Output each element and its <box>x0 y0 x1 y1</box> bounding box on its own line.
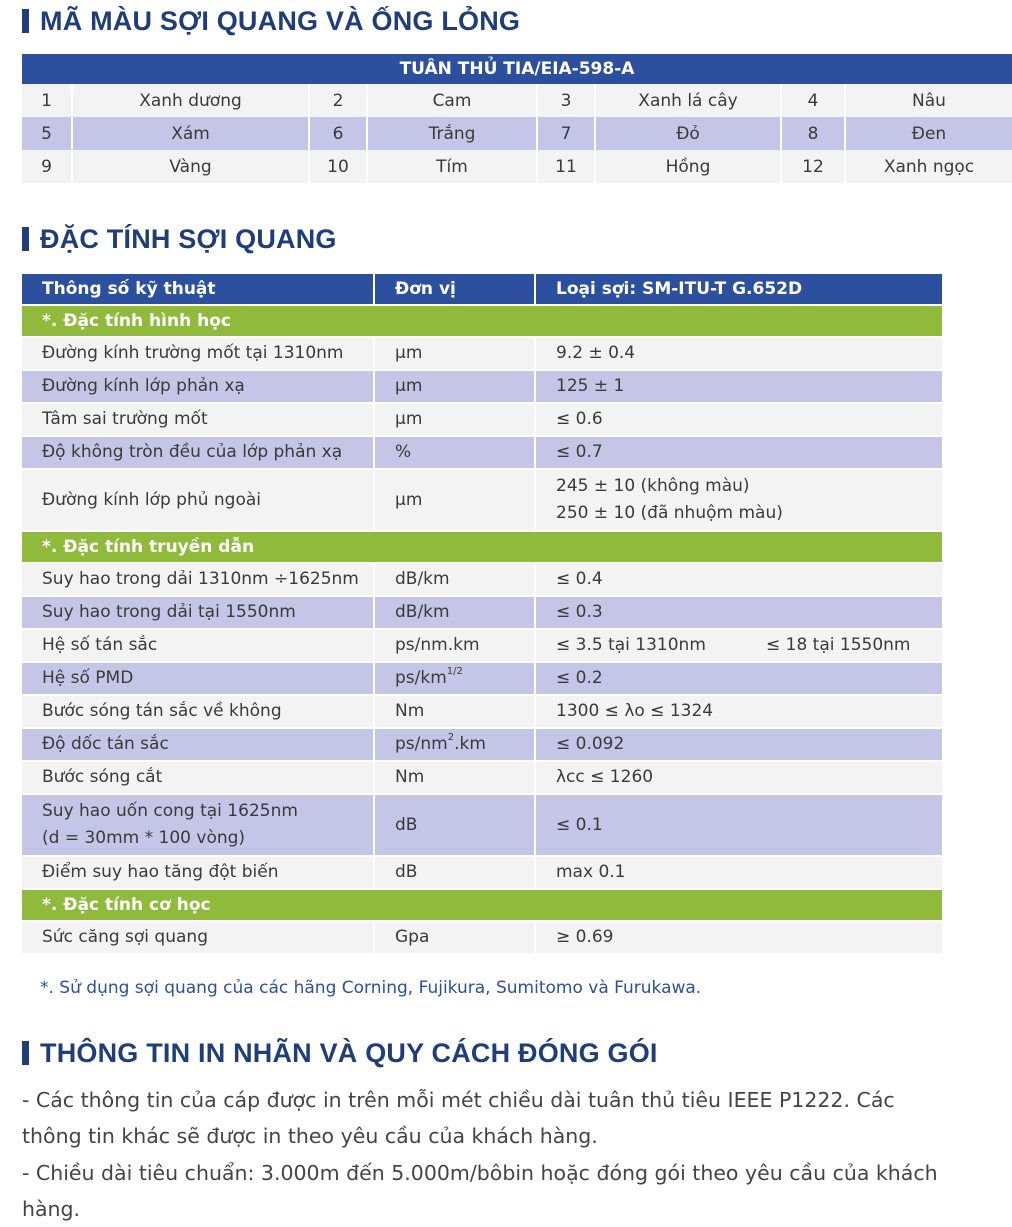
param-cell: Hệ số PMD <box>22 663 375 696</box>
color-name: Đỏ <box>596 117 782 150</box>
color-number: 3 <box>538 84 596 117</box>
table-row <box>22 762 942 795</box>
table-row <box>22 729 942 762</box>
color-name: Đen <box>846 117 1012 150</box>
value-cell: ≤ 0.7 <box>536 437 942 470</box>
unit-cell: µm <box>375 470 536 532</box>
param-cell: Đường kính lớp phản xạ <box>22 371 375 404</box>
unit-cell: ps/nm.km <box>375 630 536 663</box>
color-number: 6 <box>310 117 368 150</box>
param-cell: Độ không tròn đều của lớp phản xạ <box>22 437 375 470</box>
value-cell <box>536 470 942 532</box>
column-header-param: Thông số kỹ thuật <box>22 274 375 306</box>
color-number: 5 <box>22 117 73 150</box>
param-cell <box>22 795 375 857</box>
group-row-mechanical <box>22 890 942 922</box>
table-row <box>22 795 942 857</box>
value-line: 250 ± 10 (đã nhuộm màu) <box>556 503 783 523</box>
table-row <box>22 437 942 470</box>
param-cell: Sức căng sợi quang <box>22 922 375 955</box>
table-row <box>22 663 942 696</box>
param-cell: Điểm suy hao tăng đột biến <box>22 857 375 890</box>
unit-cell: dB <box>375 857 536 890</box>
unit-cell: µm <box>375 338 536 371</box>
param-cell: Suy hao trong dải tại 1550nm <box>22 597 375 630</box>
table-caption: TUÂN THỦ TIA/EIA-598-A <box>22 54 1012 84</box>
group-label: *. Đặc tính hình học <box>22 306 942 338</box>
color-number: 2 <box>310 84 368 117</box>
unit-cell: µm <box>375 404 536 437</box>
param-cell: Độ dốc tán sắc <box>22 729 375 762</box>
fiber-spec-table <box>22 274 942 955</box>
param-cell: Đường kính trường mốt tại 1310nm <box>22 338 375 371</box>
unit-tail: .km <box>454 734 486 754</box>
value-cell: ≤ 0.2 <box>536 663 942 696</box>
param-cell: Bước sóng cắt <box>22 762 375 795</box>
color-number: 11 <box>538 150 596 183</box>
group-row-transmission <box>22 532 942 564</box>
value-cell: max 0.1 <box>536 857 942 890</box>
value-cell: 1300 ≤ λo ≤ 1324 <box>536 696 942 729</box>
unit-cell: dB/km <box>375 564 536 597</box>
section-title: ĐẶC TÍNH SỢI QUANG <box>40 223 337 254</box>
table-row <box>22 84 1012 117</box>
table-row <box>22 117 1012 150</box>
column-header-type: Loại sợi: SM-ITU-T G.652D <box>536 274 942 306</box>
unit-base: ps/km <box>395 668 447 688</box>
color-name: Tím <box>368 150 538 183</box>
unit-cell: µm <box>375 371 536 404</box>
param-cell: Đường kính lớp phủ ngoài <box>22 470 375 532</box>
value-cell: 125 ± 1 <box>536 371 942 404</box>
color-name: Nâu <box>846 84 1012 117</box>
group-row-geometry <box>22 306 942 338</box>
value-cell: ≤ 0.4 <box>536 564 942 597</box>
unit-superscript: 1/2 <box>446 666 463 678</box>
color-number: 7 <box>538 117 596 150</box>
unit-superscript: 2 <box>447 732 455 744</box>
label-info-paragraph: - Các thông tin của cáp được in trên mỗi mét chiều dài tuân thủ tiêu IEEE P1222. Các thông tin khác sẽ được in theo yêu cầu của khách hàng. <box>22 1088 895 1148</box>
color-code-table <box>22 54 1012 183</box>
param-cell: Tâm sai trường mốt <box>22 404 375 437</box>
unit-cell: dB <box>375 795 536 857</box>
param-line: (d = 30mm * 100 vòng) <box>42 828 246 848</box>
table-row <box>22 371 942 404</box>
section-title: MÃ MÀU SỢI QUANG VÀ ỐNG LỎNG <box>40 5 521 36</box>
color-name: Vàng <box>73 150 310 183</box>
value-part: ≤ 18 tại 1550nm <box>766 635 911 655</box>
table-row <box>22 922 942 955</box>
heading-bar <box>22 9 29 33</box>
table-row <box>22 404 942 437</box>
color-number: 10 <box>310 150 368 183</box>
table-header-row <box>22 274 942 306</box>
param-cell: Suy hao trong dải 1310nm ÷1625nm <box>22 564 375 597</box>
group-label: *. Đặc tính truyền dẫn <box>22 532 942 564</box>
value-cell: λcc ≤ 1260 <box>536 762 942 795</box>
unit-cell: Nm <box>375 762 536 795</box>
color-name: Trắng <box>368 117 538 150</box>
heading-bar <box>22 227 29 251</box>
color-number: 4 <box>782 84 846 117</box>
table-row <box>22 150 1012 183</box>
value-cell: 9.2 ± 0.4 <box>536 338 942 371</box>
section-heading-colors <box>22 4 520 38</box>
unit-cell: Gpa <box>375 922 536 955</box>
unit-cell: dB/km <box>375 597 536 630</box>
value-cell: ≤ 0.3 <box>536 597 942 630</box>
table-row <box>22 338 942 371</box>
table-row <box>22 470 942 532</box>
table-row <box>22 564 942 597</box>
param-line: Suy hao uốn cong tại 1625nm <box>42 801 298 821</box>
heading-bar <box>22 1041 29 1065</box>
value-cell: ≤ 0.092 <box>536 729 942 762</box>
param-cell: Hệ số tán sắc <box>22 630 375 663</box>
table-row <box>22 630 942 663</box>
color-number: 9 <box>22 150 73 183</box>
group-label: *. Đặc tính cơ học <box>22 890 942 922</box>
unit-cell <box>375 729 536 762</box>
section-title: THÔNG TIN IN NHÃN VÀ QUY CÁCH ĐÓNG GÓI <box>40 1037 658 1068</box>
footnote: *. Sử dụng sợi quang của các hãng Corning, Fujikura, Sumitomo và Furukawa. <box>40 978 702 998</box>
value-part: ≤ 3.5 tại 1310nm <box>556 635 706 655</box>
value-line: 245 ± 10 (không màu) <box>556 476 750 496</box>
packaging-paragraph: - Chiều dài tiêu chuẩn: 3.000m đến 5.000m/bôbin hoặc đóng gói theo yêu cầu của khách hàng. <box>22 1161 938 1221</box>
unit-cell <box>375 663 536 696</box>
color-name: Hồng <box>596 150 782 183</box>
table-row <box>22 857 942 890</box>
value-cell: ≤ 0.1 <box>536 795 942 857</box>
section-heading-specs <box>22 222 337 256</box>
color-name: Xám <box>73 117 310 150</box>
section-heading-labeling <box>22 1036 658 1070</box>
table-row <box>22 597 942 630</box>
param-cell: Bước sóng tán sắc về không <box>22 696 375 729</box>
unit-cell: Nm <box>375 696 536 729</box>
value-cell: ≥ 0.69 <box>536 922 942 955</box>
color-number: 8 <box>782 117 846 150</box>
value-cell <box>536 630 942 663</box>
table-row <box>22 696 942 729</box>
color-number: 1 <box>22 84 73 117</box>
color-number: 12 <box>782 150 846 183</box>
color-name: Xanh dương <box>73 84 310 117</box>
column-header-unit: Đơn vị <box>375 274 536 306</box>
value-cell: ≤ 0.6 <box>536 404 942 437</box>
color-name: Xanh ngọc <box>846 150 1012 183</box>
unit-base: ps/nm <box>395 734 448 754</box>
color-name: Xanh lá cây <box>596 84 782 117</box>
unit-cell: % <box>375 437 536 470</box>
color-name: Cam <box>368 84 538 117</box>
table-caption-row <box>22 54 1012 84</box>
